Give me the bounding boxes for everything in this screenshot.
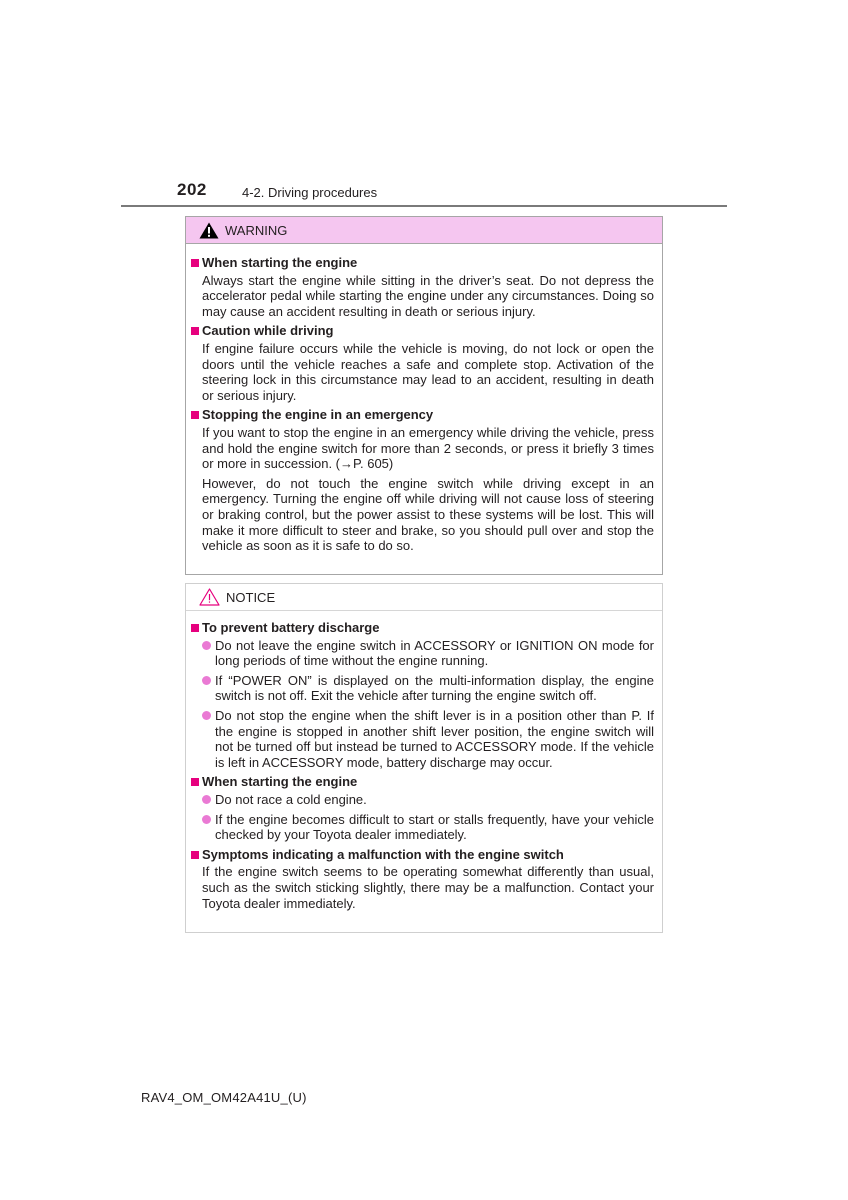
circle-bullet-icon [202, 711, 211, 720]
warning-body [186, 244, 662, 554]
warning-title: WARNING [225, 222, 288, 238]
heading-text: Caution while driving [202, 323, 334, 339]
notice-icon [199, 588, 220, 606]
square-bullet-icon [191, 851, 199, 859]
list-item [202, 673, 654, 704]
list-item-text: If the engine becomes difficult to start or stalls frequently, have your vehicle checked by your Toyota dealer immediately. [215, 811, 654, 843]
section-heading [191, 323, 654, 339]
square-bullet-icon [191, 411, 199, 419]
heading-text: When starting the engine [202, 255, 358, 270]
section-heading [191, 255, 654, 271]
document-code: RAV4_OM_OM42A41U_(U) [141, 1090, 307, 1105]
heading-text: To prevent battery discharge [202, 620, 380, 635]
section-heading [191, 774, 654, 790]
notice-body [186, 611, 662, 911]
paragraph: If you want to stop the engine in an emergency while driving the vehicle, press and hold the engine switch for more than 2 seconds, or press it briefly 3 times or more in succession. (→P. 605) [202, 424, 654, 472]
paragraph: However, do not touch the engine switch while driving except in an emergency. Turning the engine off while driving will not cause loss of steering or braking control, but the power assist to these systems will be lost. This will make it more difficult to steer and brake, so you should pull over and stop the vehicle as soon as it is safe to do so. [202, 475, 654, 554]
circle-bullet-icon [202, 815, 211, 824]
list-item-text: Do not stop the engine when the shift lever is in a position other than P. If the engine is stopped in another shift lever position, the engine switch will not be turned off but instead be turned to ACCESSORY mode. If the vehicle is left in ACCESSORY mode, battery discharge may occur. [215, 707, 654, 770]
list-item-text: Do not leave the engine switch in ACCESSORY or IGNITION ON mode for long periods of time without the engine running. [215, 637, 654, 669]
list-item [202, 638, 654, 669]
list-item-text: Do not race a cold engine. [215, 791, 367, 807]
section-heading [191, 407, 654, 423]
list-item [202, 708, 654, 770]
circle-bullet-icon [202, 795, 211, 804]
warning-header [186, 217, 662, 244]
square-bullet-icon [191, 259, 199, 267]
circle-bullet-icon [202, 676, 211, 685]
section-title: 4-2. Driving procedures [242, 185, 378, 200]
paragraph: If the engine switch seems to be operating somewhat differently than usual, such as the switch sticking slightly, there may be a malfunction. Contact your Toyota dealer immediately. [202, 864, 654, 911]
notice-header [186, 584, 662, 611]
circle-bullet-icon [202, 641, 211, 650]
square-bullet-icon [191, 778, 199, 786]
list-item [202, 812, 654, 843]
list-item-text: If “POWER ON” is displayed on the multi-information display, the engine switch is not off. Exit the vehicle after turning the engine switch off. [215, 672, 654, 704]
warning-box [185, 216, 663, 575]
warning-icon [199, 222, 219, 239]
heading-text: Symptoms indicating a malfunction with the engine switch [202, 846, 564, 862]
page-number: 202 [177, 180, 207, 199]
heading-text: When starting the engine [202, 774, 358, 790]
square-bullet-icon [191, 327, 199, 335]
paragraph: If engine failure occurs while the vehicle is moving, do not lock or open the doors until the vehicle reaches a safe and complete stop. Activation of the steering lock in this circumstance may lead to an accident, resulting in death or serious injury. [202, 340, 654, 403]
square-bullet-icon [191, 624, 199, 632]
notice-box [185, 583, 663, 933]
list-item [202, 792, 654, 808]
section-heading [191, 620, 654, 636]
notice-title: NOTICE [226, 589, 276, 605]
section-heading [191, 847, 654, 863]
header-divider [121, 205, 727, 207]
heading-text: Stopping the engine in an emergency [202, 407, 434, 423]
paragraph: Always start the engine while sitting in the driver’s seat. Do not depress the accelerator pedal while starting the engine under any circumstances. Doing so may cause an accident resulting in death or serious injury. [202, 272, 654, 319]
